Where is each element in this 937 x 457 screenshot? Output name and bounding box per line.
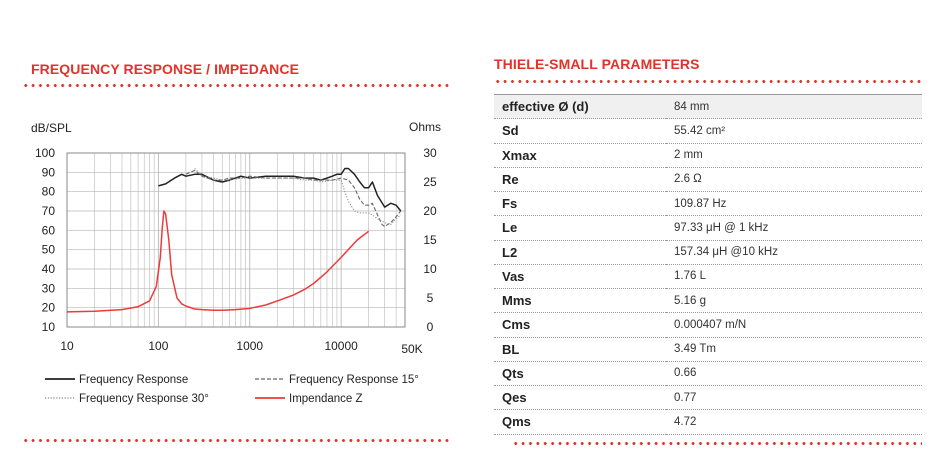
chart-section-title: FREQUENCY RESPONSE / IMPEDANCE [31,61,300,77]
param-name: Le [494,216,666,240]
y2-tick-label: 15 [423,233,437,247]
param-value: 5.16 g [666,289,922,313]
param-row [494,95,922,119]
param-value: 0.66 [666,361,922,385]
param-name: Xmax [494,143,666,167]
param-value: 0.77 [666,386,922,410]
x-tick-label: 10000 [324,339,358,353]
param-row [494,313,922,337]
y-tick-label: 80 [41,184,55,199]
series-line [158,169,400,212]
param-value: 4.72 [666,410,922,434]
x-tick-label: 100 [148,339,169,353]
param-row [494,216,922,240]
legend-label: Frequency Response 30° [79,393,209,405]
dotted-divider [22,439,450,442]
param-name: Sd [494,119,666,143]
y-tick-label: 50 [41,242,55,257]
legend-label: Impendance Z [289,393,363,405]
param-row [494,192,922,216]
x-tick-label: 1000 [236,339,264,353]
param-value: 157.34 μH @10 kHz [666,240,922,264]
param-name: Mms [494,289,666,313]
thiele-small-table [494,94,922,435]
param-row [494,289,922,313]
param-row [494,361,922,385]
param-value: 109.87 Hz [666,192,922,216]
y2-tick-label: 0 [426,320,434,334]
x-tick-label: 50K [401,342,423,356]
y-axis-label: dB/SPL [31,121,72,135]
param-name: BL [494,337,666,361]
y-tick-label: 60 [41,223,55,238]
y-tick-label: 40 [41,262,55,276]
param-name: Cms [494,313,666,337]
x-tick-label: 10 [60,339,74,353]
param-name: Qms [494,410,666,434]
param-value: 2 mm [666,143,922,167]
param-name: Qes [494,386,666,410]
parameters-section-title: THIELE-SMALL PARAMETERS [494,56,700,72]
param-name: Qts [494,361,666,385]
y-tick-label: 20 [41,300,55,315]
param-row [494,410,922,434]
series-line [67,211,369,312]
legend-label: Frequency Response 15° [289,374,419,386]
param-value: 97.33 μH @ 1 kHz [666,216,922,240]
param-value: 1.76 L [666,264,922,288]
y2-axis-label: Ohms [409,120,442,134]
param-name: Re [494,167,666,191]
param-value: 84 mm [666,95,922,119]
y-tick-label: 30 [41,281,55,296]
param-name: Fs [494,192,666,216]
y2-tick-label: 25 [423,175,437,189]
y2-tick-label: 20 [423,204,437,218]
param-name: effective Ø (d) [494,95,666,119]
y2-tick-label: 30 [423,146,437,160]
param-row [494,119,922,143]
y-tick-label: 100 [34,146,55,160]
param-value: 0.000407 m/N [666,313,922,337]
param-row [494,240,922,264]
param-row [494,264,922,288]
dotted-divider [494,80,922,83]
param-name: Vas [494,264,666,288]
y-tick-label: 10 [41,320,55,334]
param-value: 55.42 cm² [666,119,922,143]
param-row [494,337,922,361]
param-value: 3.49 Tm [666,337,922,361]
param-row [494,167,922,191]
param-row [494,386,922,410]
param-value: 2.6 Ω [666,167,922,191]
y2-tick-label: 10 [423,262,437,276]
dotted-divider [512,442,922,445]
legend-label: Frequency Response [79,374,189,386]
y2-tick-label: 5 [426,291,434,305]
y-tick-label: 90 [41,165,55,180]
y-tick-label: 70 [41,204,55,218]
param-name: L2 [494,240,666,264]
param-row [494,143,922,167]
